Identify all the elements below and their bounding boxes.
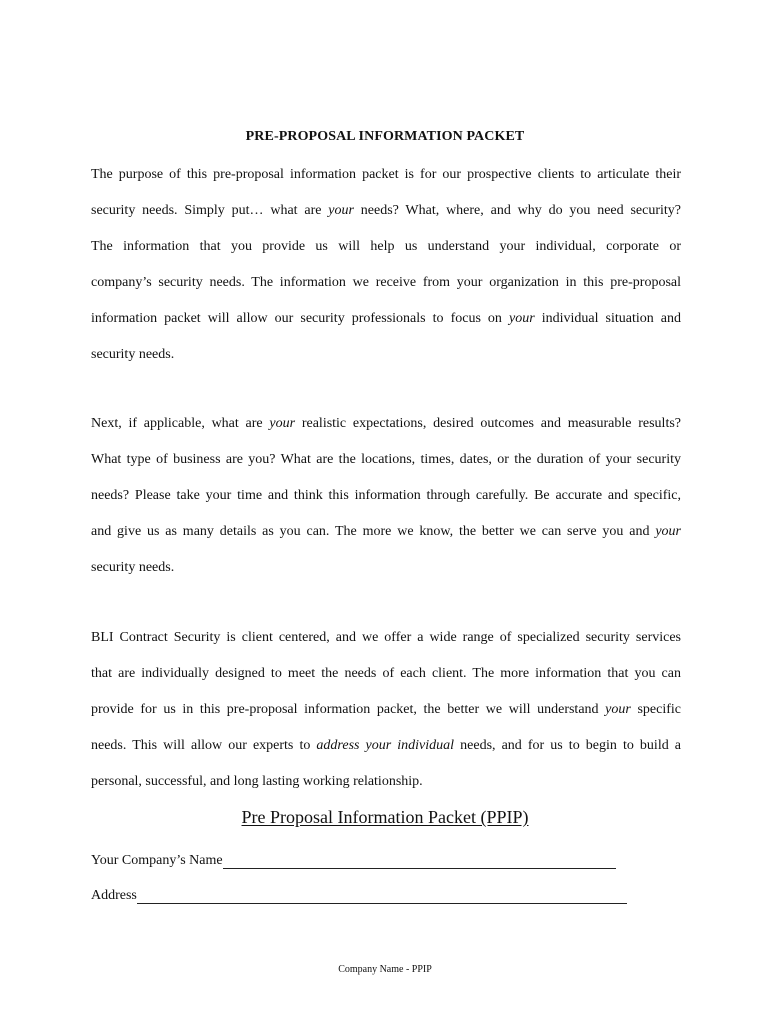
paragraph-line: and give us as many details as you can. The more we know, the better we can serve you and your: [91, 524, 681, 539]
expectations-paragraph: [91, 406, 681, 586]
paragraph-line: The purpose of this pre-proposal information packet is for our prospective clients to articulate their: [91, 167, 681, 182]
paragraph-line: The information that you provide us will help us understand your individual, corporate or: [91, 239, 681, 254]
paragraph-line: personal, successful, and long lasting working relationship.: [91, 774, 423, 789]
paragraph-line: needs. This will allow our experts to address your individual needs, and for us to begin to build a: [91, 738, 681, 753]
intro-paragraph: [91, 157, 681, 373]
emphasis: your: [655, 524, 681, 539]
emphasis: your: [328, 203, 354, 218]
company-name-field[interactable]: [91, 849, 616, 869]
paragraph-line: information packet will allow our security professionals to focus on your individual situation and: [91, 311, 681, 326]
form-title: Pre Proposal Information Packet (PPIP): [241, 807, 529, 827]
paragraph-line: What type of business are you? What are the locations, times, dates, or the duration of your security: [91, 452, 681, 467]
document-heading: PRE-PROPOSAL INFORMATION PACKET: [245, 129, 525, 144]
paragraph-line: security needs. Simply put… what are your needs? What, where, and why do you need security?: [91, 203, 681, 218]
company-name-label: Your Company’s Name: [91, 853, 223, 868]
address-blank-line[interactable]: [137, 889, 627, 904]
paragraph-line: needs? Please take your time and think this information through carefully. Be accurate and specific,: [91, 488, 681, 503]
address-label: Address: [91, 888, 137, 903]
emphasis: address your individual: [316, 738, 455, 753]
paragraph-line: that are individually designed to meet the needs of each client. The more information that you can: [91, 666, 681, 681]
paragraph-line: provide for us in this pre-proposal information packet, the better we will understand your specific: [91, 702, 681, 717]
paragraph-line: BLI Contract Security is client centered, and we offer a wide range of specialized security services: [91, 630, 681, 645]
paragraph-line: Next, if applicable, what are your realistic expectations, desired outcomes and measurable results?: [91, 416, 682, 431]
company-paragraph: [91, 620, 681, 800]
paragraph-line: security needs.: [91, 347, 175, 362]
emphasis: your: [269, 416, 296, 431]
paragraph-line: company’s security needs. The information we receive from your organization in this pre-proposal: [91, 275, 681, 290]
company-name-blank-line[interactable]: [223, 854, 616, 869]
page-footer: Company Name - PPIP: [338, 964, 432, 975]
emphasis: your: [508, 311, 535, 326]
emphasis: your: [605, 702, 631, 717]
paragraph-line: security needs.: [91, 560, 175, 575]
address-field[interactable]: [91, 884, 627, 904]
